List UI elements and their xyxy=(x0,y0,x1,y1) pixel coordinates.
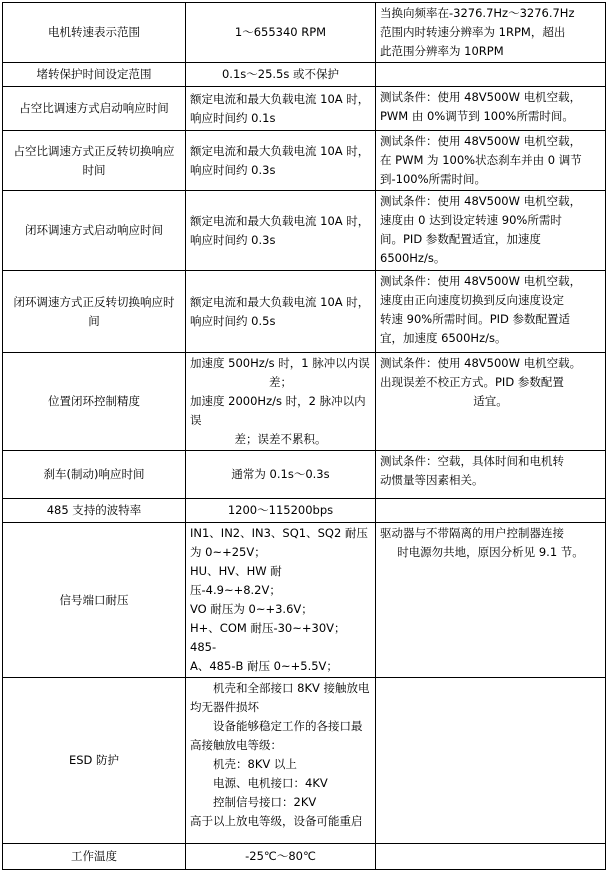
note-line: 驱动器与不带隔离的用户控制器连接 xyxy=(380,526,564,540)
note-cell xyxy=(376,131,606,191)
value-line: IN1、IN2、IN3、SQ1、SQ2 耐压 xyxy=(190,526,368,540)
value-line: 设备能够稳定工作的各接口最 xyxy=(213,719,363,733)
note-cell xyxy=(376,353,606,451)
note-cell xyxy=(376,499,606,523)
param-cell: 占空比调速方式启动响应时间 xyxy=(3,87,186,131)
value-cell xyxy=(186,678,376,844)
value-cell: 通常为 0.1s～0.3s xyxy=(186,451,376,499)
value-cell: -25℃～80℃ xyxy=(186,844,376,870)
table-row xyxy=(3,451,606,499)
value-line: 高于以上放电等级，设备可能重启 xyxy=(190,814,363,828)
param-cell: ESD 防护 xyxy=(3,678,186,844)
value-line: 加速度 2000Hz/s 时，2 脉冲以内误 xyxy=(190,394,366,427)
value-cell xyxy=(186,191,376,271)
note-line: 测试条件：使用 48V500W 电机空载， xyxy=(380,194,582,208)
note-line: 适宜。 xyxy=(473,394,508,408)
value-line: H+、COM 耐压-30~+30V； 485- xyxy=(190,621,346,654)
value-line: HU、HV、HW 耐压-4.9~+8.2V； xyxy=(190,564,282,597)
param-cell: 信号端口耐压 xyxy=(3,523,186,678)
param-cell: 刹车(制动)响应时间 xyxy=(3,451,186,499)
value-line: 机壳和全部接口 8KV 接触放电 xyxy=(213,681,370,695)
note-line: 测试条件：使用 48V500W 电机空载， xyxy=(380,274,582,288)
note-cell xyxy=(376,451,606,499)
value-line: 加速度 500Hz/s 时，1 脉冲以内误 xyxy=(190,356,370,370)
note-line: 在 PWM 为 100%状态刹车并由 0 调节 xyxy=(380,153,582,167)
note-cell xyxy=(376,191,606,271)
table-row xyxy=(3,191,606,271)
note-line: 6500Hz/s。 xyxy=(380,251,446,265)
note-line: 此范围分辨率为 10RPM xyxy=(380,44,504,58)
value-line: 响应时间约 0.5s xyxy=(190,313,276,328)
value-cell: 0.1s～25.5s 或不保护 xyxy=(186,63,376,87)
table-row xyxy=(3,844,606,870)
note-line: 转速 90%所需时间。PID 参数配置适 xyxy=(380,312,571,326)
param-cell xyxy=(3,271,186,353)
value-line: 均无器件损坏 xyxy=(190,700,259,714)
table-row xyxy=(3,271,606,353)
note-line: 测试条件：空载，具体时间和电机转 xyxy=(380,454,564,468)
note-line: PWM 由 0%调节到 100%所需时间。 xyxy=(380,109,574,123)
note-cell xyxy=(376,844,606,870)
param-line: 闭环调速方式正反转切换响应时 xyxy=(13,294,175,309)
table-row xyxy=(3,87,606,131)
value-line: 响应时间约 0.1s xyxy=(190,110,276,125)
value-line: 额定电流和最大负载电流 10A 时， xyxy=(190,294,370,309)
value-cell xyxy=(186,353,376,451)
value-cell xyxy=(186,271,376,353)
value-line: 为 0~+25V； xyxy=(190,545,266,559)
param-cell: 工作温度 xyxy=(3,844,186,870)
note-line: 出现误差不校正方式。PID 参数配置 xyxy=(380,375,564,389)
value-line: VO 耐压为 0~+3.6V； xyxy=(190,602,313,616)
value-line: 电源、电机接口：4KV xyxy=(213,776,328,790)
param-cell: 堵转保护时间设定范围 xyxy=(3,63,186,87)
param-cell xyxy=(3,131,186,191)
param-cell: 电机转速表示范围 xyxy=(3,3,186,63)
note-line: 测试条件：使用 48V500W 电机空载， xyxy=(380,134,582,148)
note-line: 时电源勿共地，原因分析见 9.1 节。 xyxy=(397,545,584,559)
value-cell xyxy=(186,87,376,131)
table-row xyxy=(3,63,606,87)
value-line: 额定电流和最大负载电流 10A 时， xyxy=(190,143,370,158)
note-line: 当换向频率在-3276.7Hz～3276.7Hz xyxy=(380,6,575,20)
value-cell xyxy=(186,131,376,191)
value-cell: 1200～115200bps xyxy=(186,499,376,523)
param-cell: 位置闭环控制精度 xyxy=(3,353,186,451)
value-line: 差； xyxy=(269,375,292,389)
table-row xyxy=(3,499,606,523)
note-line: 测试条件：使用 48V500W 电机空载， xyxy=(380,90,582,104)
value-line: 响应时间约 0.3s xyxy=(190,162,276,177)
note-line: 宜，加速度 6500Hz/s。 xyxy=(380,331,507,345)
value-line: 机壳：8KV 以上 xyxy=(213,757,297,771)
note-cell xyxy=(376,63,606,87)
table-row xyxy=(3,3,606,63)
note-line: 间。PID 参数配置适宜，加速度 xyxy=(380,232,541,246)
value-line: A、485-B 耐压 0~+5.5V； xyxy=(190,659,338,673)
table-row xyxy=(3,131,606,191)
value-line: 响应时间约 0.3s xyxy=(190,232,276,247)
param-line: 占空比调速方式正反转切换响应 xyxy=(13,143,175,158)
value-cell: 1～655340 RPM xyxy=(186,3,376,63)
note-line: 范围内时转速分辨率为 1RPM，超出 xyxy=(380,25,566,39)
param-cell: 485 支持的波特率 xyxy=(3,499,186,523)
table-row xyxy=(3,353,606,451)
note-line: 到-100%所需时间。 xyxy=(380,172,487,186)
note-cell xyxy=(376,271,606,353)
value-line: 额定电流和最大负载电流 10A 时， xyxy=(190,213,370,228)
value-line: 高接触放电等级： xyxy=(190,738,282,752)
note-cell xyxy=(376,523,606,678)
note-line: 动惯量等因素相关。 xyxy=(380,473,484,487)
note-line: 速度由 0 达到设定转速 90%所需时 xyxy=(380,213,562,227)
param-line: 间 xyxy=(88,313,100,328)
spec-table xyxy=(2,2,606,870)
value-cell xyxy=(186,523,376,678)
note-cell xyxy=(376,678,606,844)
value-line: 额定电流和最大负载电流 10A 时， xyxy=(190,91,370,106)
table-row xyxy=(3,678,606,844)
param-line: 时间 xyxy=(82,162,106,177)
note-line: 速度由正向速度切换到反向速度设定 xyxy=(380,293,564,307)
value-line: 控制信号接口：2KV xyxy=(213,795,317,809)
table-row xyxy=(3,523,606,678)
note-cell xyxy=(376,87,606,131)
note-line: 测试条件：使用 48V500W 电机空载。 xyxy=(380,356,582,370)
value-line: 差；误差不累积。 xyxy=(234,432,327,446)
note-cell xyxy=(376,3,606,63)
param-cell: 闭环调速方式启动响应时间 xyxy=(3,191,186,271)
